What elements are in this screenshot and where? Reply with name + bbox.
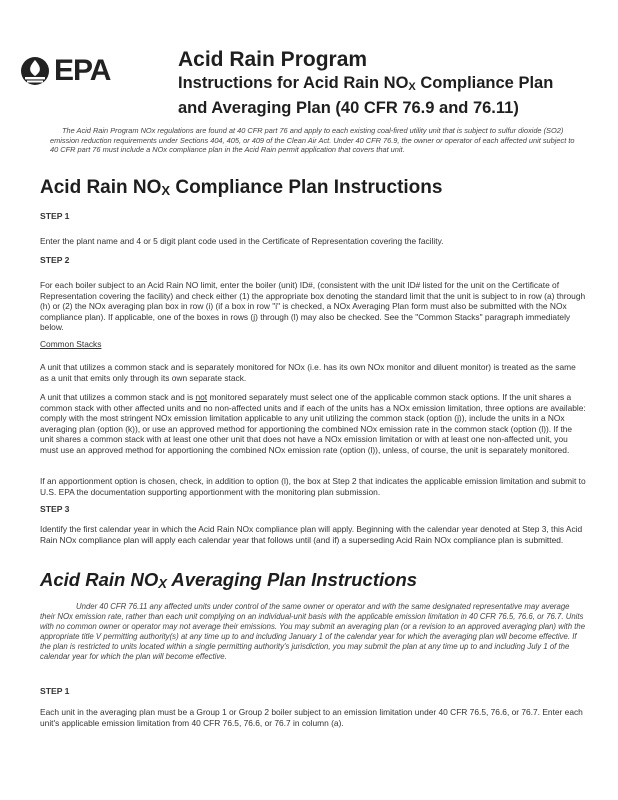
intro-paragraph: The Acid Rain Program NOx regulations are found at 40 CFR part 76 and apply to each existing coal-fired utility unit that is subject to sulfur dioxide (SO2) emission reduction requirements under Sections 404, 405, or 409 of the Clean Air Act. Under 40 CFR 76.9, the owner or operator of each affected unit subject to 40 CFR part 76 must include a NOx compliance plan in the Acid Rain permit application that covers that unit. (50, 126, 575, 155)
compliance-step3-text: Identify the first calendar year in which the Acid Rain NOx compliance plan will apply. Beginning with the calendar year denoted at Step 3, this Acid Rain NOx compliance plan will apply each calendar year that follows until (and if) a superseding Acid Rain NOx compliance plan is submitted. (40, 524, 583, 545)
compliance-step1-label: STEP 1 (40, 211, 70, 221)
compliance-heading: Acid Rain NOX Compliance Plan Instructions (40, 177, 443, 198)
epa-seal-icon (20, 56, 50, 86)
page-subtitle: Instructions for Acid Rain NOX Compliance Plan and Averaging Plan (40 CFR 76.9 and 76.11) (178, 74, 554, 117)
averaging-step1-text: Each unit in the averaging plan must be a Group 1 or Group 2 boiler subject to an emission limitation under 40 CFR 76.5, 76.6, or 76.7. Enter each unit's applicable emission limitation from 40 CFR 76.5, 76.6, or 76.7 in column (a). (40, 707, 583, 728)
page-title: Acid Rain Program (178, 48, 368, 71)
common-stacks-paragraph-1: A unit that utilizes a common stack and is separately monitored for NOx (i.e. has its own NOx monitor and diluent monitor) is treated as the same as a unit that emits only through its own separate stack. (40, 362, 576, 383)
epa-wordmark: EPA (54, 54, 111, 87)
compliance-step3-label: STEP 3 (40, 504, 70, 514)
compliance-step2-label: STEP 2 (40, 255, 70, 265)
averaging-heading: Acid Rain NOX Averaging Plan Instructions (40, 569, 418, 591)
compliance-step1-text: Enter the plant name and 4 or 5 digit plant code used in the Certificate of Representation covering the facility. (40, 236, 444, 246)
averaging-intro-paragraph: Under 40 CFR 76.11 any affected units under control of the same owner or operator and with the same designated representative may average their NOx emission rate, rather than each unit complying on an individual-unit basis with the applicable emission limitation in 40 CFR 76.5, 76.6, or 76.7. Units with no common owner or operator may not average their emissions. You may submit an averaging plan (or a revision to an approved averaging plan) with the appropriate title V permitting authority(s) at any time up to and including January 1 of the calendar year for which the averaging plan will become effective. If the plan is restricted to units located within a single permitting authority's jurisdiction, you may submit the plan at any time up to and including July 1 of the calendar year for which the plan will become effective. (40, 602, 586, 661)
compliance-step2-text: For each boiler subject to an Acid Rain NO limit, enter the boiler (unit) ID#, (consistent with the unit ID# listed for the unit on the Certificate of Representation covering the facility) and check either (1) the appropriate box denoting the standard limit that the unit is subject to in row (a) through (h) or (2) the NOx averaging plan box in row (i) (if a box in row "i" is checked, a NOx Averaging Plan form must also be submitted with the NOx compliance plan). If applicable, one of the boxes in rows (j) through (l) may also be checked. See the "Common Stacks" paragraph immediately below. (40, 280, 586, 333)
common-stacks-paragraph-3: If an apportionment option is chosen, check, in addition to option (l), the box at Step 2 that indicates the applicable emission limitation and submit to U.S. EPA the documentation supporting apportionment with the monitoring plan submission. (40, 476, 586, 497)
common-stacks-heading: Common Stacks (40, 339, 102, 349)
epa-logo (20, 52, 168, 90)
averaging-step1-label: STEP 1 (40, 686, 70, 696)
common-stacks-paragraph-2: A unit that utilizes a common stack and is not monitored separately must select one of the applicable common stack options. If the unit shares a common stack with other affected units and no non-affected units and if each of the units has a NOx emission limitation, three options are available: comply with the most stringent NOx emission limitation applicable to any unit utilizing the common stack (option (j)), include the units in a NOx averaging plan (option (k)), or use an approved method for apportioning the combined NOx emission rate in the common stack (option (l)). If the unit shares a common stack with at least one other unit that does not have a NOx emission limitation or with at least one non-affected unit, you must use an approved method for apportioning the combined NOx emission rate (option (l)), unless, of course, the unit is separately monitored. (40, 392, 586, 455)
